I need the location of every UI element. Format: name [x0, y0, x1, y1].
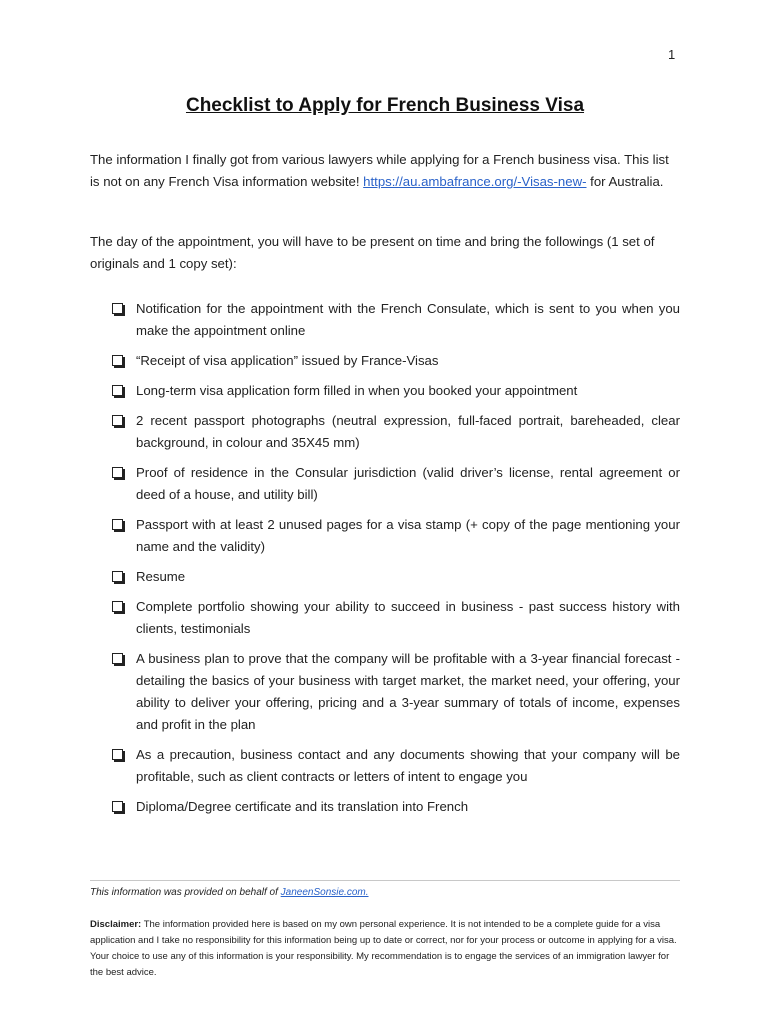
disclaimer-label: Disclaimer:	[90, 919, 142, 930]
checklist-item	[112, 462, 680, 506]
checklist-item	[112, 298, 680, 342]
checklist-item	[112, 514, 680, 558]
checkbox-icon	[112, 601, 123, 612]
footer-attribution-text: This information was provided on behalf of	[90, 887, 281, 898]
checkbox-icon	[112, 467, 123, 478]
checkbox-icon	[112, 801, 123, 812]
checklist-item-text: Complete portfolio showing your ability to succeed in business - past success history with clients, testimonials	[136, 599, 680, 636]
checkbox-icon	[112, 385, 123, 396]
checklist-item	[112, 380, 680, 402]
checklist-item-text: Diploma/Degree certificate and its translation into French	[136, 799, 469, 814]
checklist-item	[112, 744, 680, 788]
intro-text-after: for Australia.	[586, 174, 664, 189]
checklist-item-text: Resume	[136, 569, 186, 584]
disclaimer-text: The information provided here is based on my own personal experience. It is not intended to be a complete guide for a visa application and I take no responsibility for this information being up to date or correct, nor for your process or outcome in applying for a visa. Your choice to use any of this information is your responsibility. My recommendation is to engage the services of an immigration lawyer for the best advice.	[90, 919, 677, 978]
intro-paragraph	[90, 149, 680, 193]
checklist-item-text: As a precaution, business contact and any documents showing that your company will be profitable, such as client contracts or letters of intent to engage you	[136, 747, 680, 784]
checklist-item	[112, 566, 680, 588]
checklist-item	[112, 350, 680, 372]
checkbox-icon	[112, 571, 123, 582]
footer-divider	[90, 880, 680, 881]
checkbox-icon	[112, 415, 123, 426]
checkbox-icon	[112, 519, 123, 530]
document-checklist	[112, 298, 680, 826]
ambafrance-link[interactable]: https://au.ambafrance.org/-Visas-new-	[363, 174, 587, 189]
checklist-item	[112, 648, 680, 736]
checkbox-icon	[112, 749, 123, 760]
document-title: Checklist to Apply for French Business Visa	[185, 95, 585, 116]
checklist-item-text: Proof of residence in the Consular jurisdiction (valid driver’s license, rental agreement or deed of a house, and utility bill)	[136, 465, 680, 502]
checklist-item-text: A business plan to prove that the company will be profitable with a 3-year financial forecast - detailing the basics of your business with target market, the market need, your offering, your ability to deliver your offering, pricing and a 3-year summary of totals of income, expenses and profit in the plan	[136, 651, 680, 732]
checklist-item-text: Long-term visa application form filled in when you booked your appointment	[136, 383, 578, 398]
checklist-item	[112, 796, 680, 818]
intro-text: The information I finally got from various lawyers while applying for a French business visa. This list is not on any French Visa information website!	[90, 152, 669, 189]
janeen-sonsie-link[interactable]: JaneenSonsie.com.	[280, 887, 369, 898]
checklist-item	[112, 410, 680, 454]
footer-attribution	[90, 887, 369, 898]
appointment-paragraph: The day of the appointment, you will have to be present on time and bring the followings (1 set of originals and 1 copy set):	[90, 234, 655, 271]
checklist-item-text: 2 recent passport photographs (neutral expression, full-faced portrait, bareheaded, clear background, in colour and 35X45 mm)	[136, 413, 680, 450]
checkbox-icon	[112, 653, 123, 664]
checklist-item-text: Passport with at least 2 unused pages for a visa stamp (+ copy of the page mentioning your name and the validity)	[136, 517, 680, 554]
checklist-item-text: Notification for the appointment with the French Consulate, which is sent to you when you make the appointment online	[136, 301, 680, 338]
checklist-item	[112, 596, 680, 640]
checkbox-icon	[112, 355, 123, 366]
disclaimer	[90, 917, 680, 981]
checkbox-icon	[112, 303, 123, 314]
checklist-item-text: “Receipt of visa application” issued by France-Visas	[136, 353, 439, 368]
page-number: 1	[668, 47, 676, 62]
